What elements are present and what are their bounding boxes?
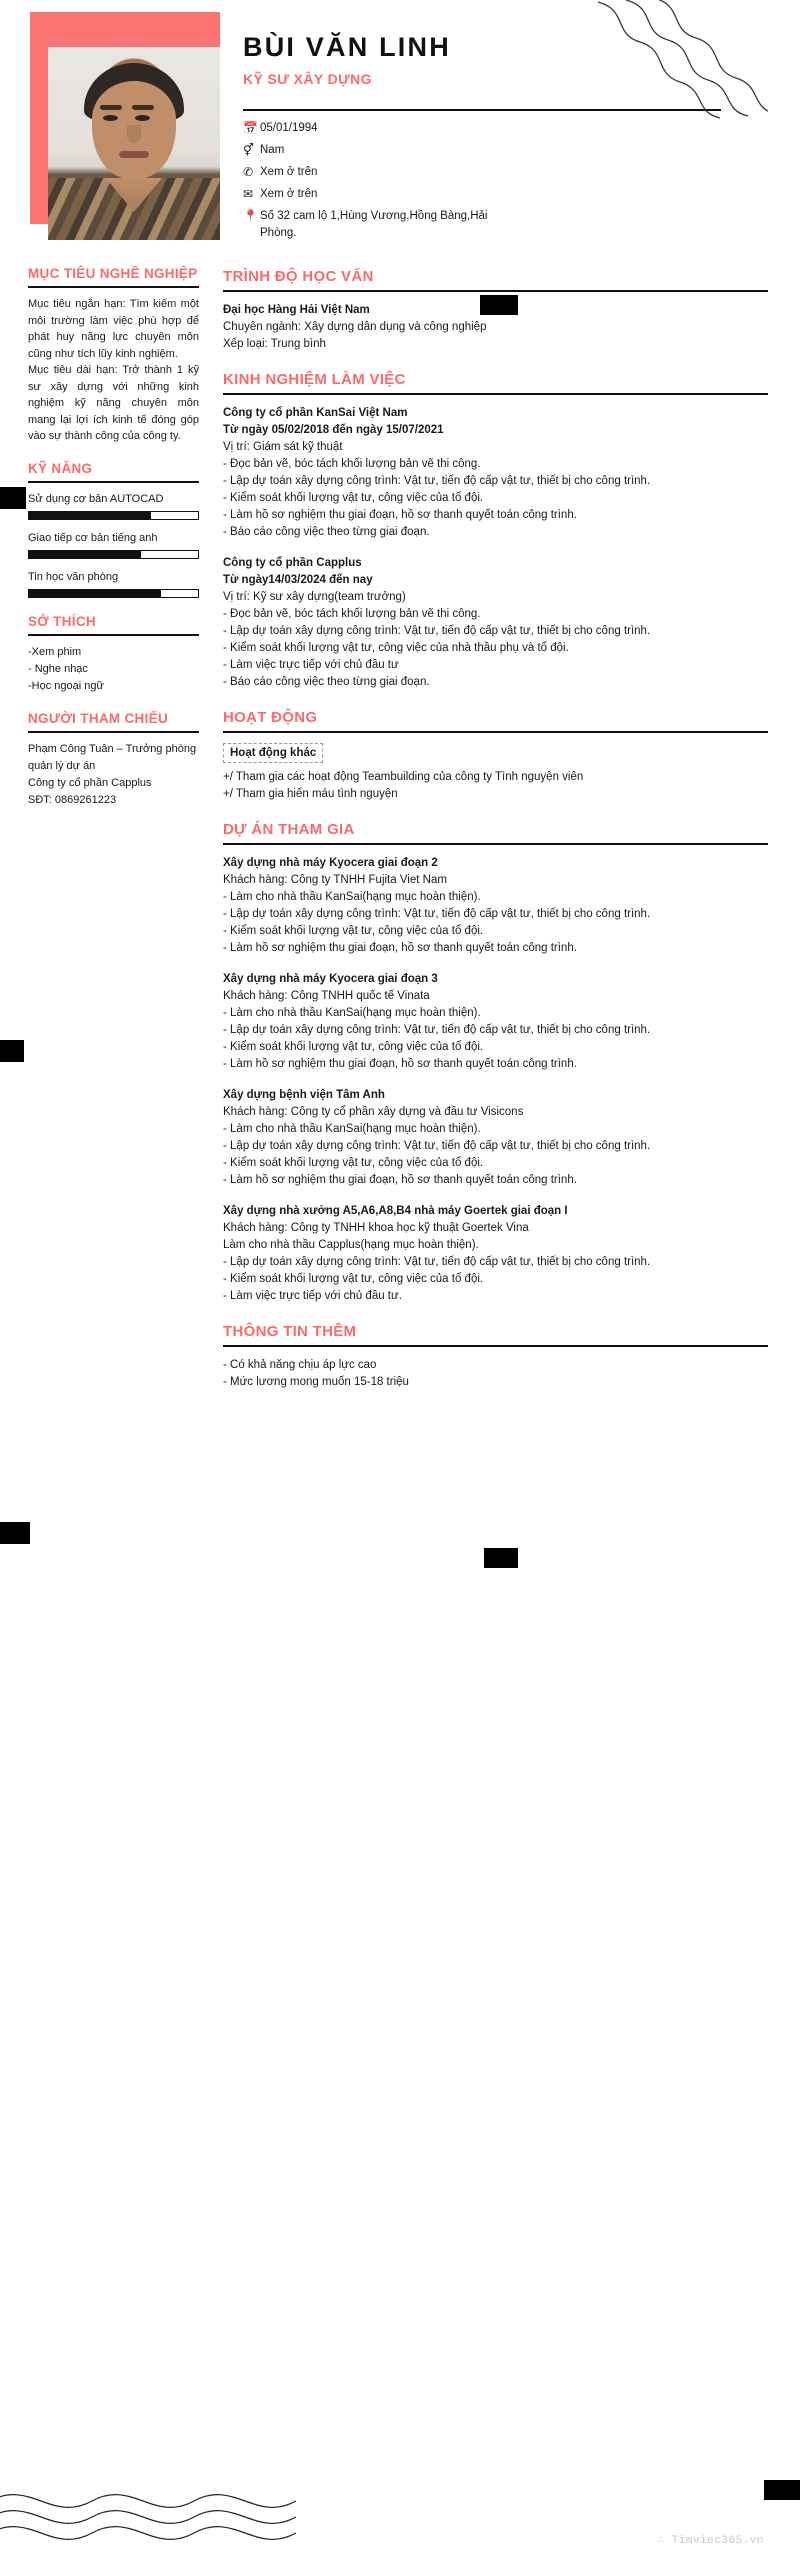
avatar-brow-left xyxy=(100,105,122,110)
squiggle-decoration xyxy=(588,0,768,120)
skill-item xyxy=(28,491,199,520)
avatar xyxy=(48,47,220,240)
page-title: BÙI VĂN LINH xyxy=(243,32,451,62)
experience-company: Công ty cổ phần KanSai Việt Nam xyxy=(223,407,408,419)
redaction-bar xyxy=(480,295,518,315)
hobby-item: -Học ngoại ngữ xyxy=(28,679,104,692)
project-client: Khách hàng: Công ty cổ phần xây dựng và đầu tư Visicons xyxy=(223,1106,524,1118)
project-entry xyxy=(223,1087,768,1189)
avatar-nose xyxy=(127,125,141,143)
project-bullet: - Lập dự toán xây dựng công trình: Vật tư, tiến độ cấp vật tư, thiết bị cho công trình. xyxy=(223,1256,651,1268)
birthdate-value: 05/01/1994 xyxy=(260,122,318,134)
project-client: Khách hàng: Công TNHH quốc tế Vinata xyxy=(223,990,430,1002)
experience-role: Vị trí: Giám sát kỹ thuật xyxy=(223,441,343,453)
project-bullet: Làm cho nhà thầu Capplus(hạng mục hoàn thiện). xyxy=(223,1239,479,1251)
contact-row-gender xyxy=(243,142,768,159)
project-bullet: - Kiểm soát khối lượng vật tư, công việc của tổ đội. xyxy=(223,1273,484,1285)
project-bullet: - Làm việc trực tiếp với chủ đầu tư. xyxy=(223,1290,402,1302)
project-entry xyxy=(223,971,768,1073)
footer-wave-decoration xyxy=(0,2457,320,2567)
section-divider-additional xyxy=(223,1345,768,1347)
project-bullet: - Kiểm soát khối lượng vật tư, công việc của tổ đội. xyxy=(223,1041,484,1053)
contact-row-birthdate xyxy=(243,120,768,137)
skill-progress-bar xyxy=(28,589,199,598)
skill-progress-fill xyxy=(29,590,161,597)
skill-item xyxy=(28,530,199,559)
project-bullet: - Làm cho nhà thầu KanSai(hạng mục hoàn thiện). xyxy=(223,1123,481,1135)
project-bullet: - Làm cho nhà thầu KanSai(hạng mục hoàn thiện). xyxy=(223,891,481,903)
experience-bullet: - Báo cáo công việc theo từng giai đoạn. xyxy=(223,676,430,688)
hobby-item: - Nghe nhạc xyxy=(28,662,88,675)
phone-icon: ✆ xyxy=(243,165,254,179)
contact-row-email xyxy=(243,186,768,203)
reference-name: Phạm Công Tuân – Trưởng phòng quản lý dự án xyxy=(28,742,197,772)
objective-paragraph-1: Mục tiêu ngắn hạn: Tìm kiếm một môi trường làm việc phù hợp để phát huy năng lực chuyên môn cũng như tích lũy kinh nghiệm. xyxy=(28,298,199,360)
experience-period: Từ ngày 05/02/2018 đến ngày 15/07/2021 xyxy=(223,424,444,436)
project-name: Xây dựng bệnh viện Tâm Anh xyxy=(223,1089,385,1101)
section-title-education: TRÌNH ĐỘ HỌC VẤN xyxy=(223,268,374,285)
reference-phone: SĐT: 0869261223 xyxy=(28,793,117,806)
project-bullet: - Lập dự toán xây dựng công trình: Vật tư, tiến độ cấp vật tư, thiết bị cho công trình. xyxy=(223,1024,651,1036)
redaction-bar xyxy=(764,2480,800,2500)
project-bullet: - Kiểm soát khối lượng vật tư, công việc của tổ đội. xyxy=(223,1157,484,1169)
project-name: Xây dựng nhà xưởng A5,A6,A8,B4 nhà máy Goertek giai đoạn I xyxy=(223,1205,568,1217)
experience-role: Vị trí: Kỹ sư xây dựng(team trưởng) xyxy=(223,591,406,603)
contact-row-address xyxy=(243,208,768,242)
section-title-hobbies: SỞ THÍCH xyxy=(28,613,96,629)
contact-row-phone xyxy=(243,164,768,181)
experience-bullet: - Làm hồ sơ nghiệm thu giai đoạn, hồ sơ thanh quyết toán công trình. xyxy=(223,509,577,521)
cv-body xyxy=(0,240,800,1391)
experience-bullet: - Báo cáo công việc theo từng giai đoạn. xyxy=(223,526,430,538)
project-name: Xây dựng nhà máy Kyocera giai đoạn 3 xyxy=(223,973,438,985)
experience-bullet: - Lập dự toán xây dựng công trình: Vật tư, tiến độ cấp vật tư, thiết bị cho công trình. xyxy=(223,625,651,637)
project-client: Khách hàng: Công ty TNHH khoa học kỹ thuật Goertek Vina xyxy=(223,1222,529,1234)
skill-progress-fill xyxy=(29,512,151,519)
project-client: Khách hàng: Công ty TNHH Fujita Viet Nam xyxy=(223,874,447,886)
gender-value: Nam xyxy=(260,144,285,156)
skill-item xyxy=(28,569,199,598)
activity-item: +/ Tham gia hiến máu tình nguyện xyxy=(223,788,398,800)
activities-box-label: Hoạt động khác xyxy=(223,743,323,763)
redaction-bar xyxy=(484,1548,518,1568)
sidebar-column xyxy=(0,240,213,809)
education-grade: Xếp loại: Trung bình xyxy=(223,338,326,350)
reference-company: Công ty cổ phần Capplus xyxy=(28,776,152,789)
section-title-experience: KINH NGHIỆM LÀM VIỆC xyxy=(223,371,406,388)
experience-bullet: - Lập dự toán xây dựng công trình: Vật tư, tiến độ cấp vật tư, thiết bị cho công trình. xyxy=(223,475,651,487)
avatar-eye-left xyxy=(103,115,118,121)
project-bullet: - Làm cho nhà thầu KanSai(hạng mục hoàn thiện). xyxy=(223,1007,481,1019)
section-title-projects: DỰ ÁN THAM GIA xyxy=(223,821,355,838)
experience-entry xyxy=(223,555,768,691)
project-bullet: - Kiểm soát khối lượng vật tư, công việc của tổ đội. xyxy=(223,925,484,937)
project-bullet: - Làm hồ sơ nghiệm thu giai đoạn, hồ sơ thanh quyết toán công trình. xyxy=(223,1174,577,1186)
phone-value: Xem ở trên xyxy=(260,166,318,178)
skill-label: Tin học văn phòng xyxy=(28,570,119,583)
header-text-block xyxy=(243,0,768,247)
section-title-activities: HOẠT ĐỘNG xyxy=(223,709,318,726)
profile-photo-block xyxy=(30,12,220,240)
experience-period: Từ ngày14/03/2024 đến nay xyxy=(223,574,373,586)
skill-label: Sử dụng cơ bản AUTOCAD xyxy=(28,492,164,505)
experience-bullet: - Đọc bản vẽ, bóc tách khối lượng bản vẽ thi công. xyxy=(223,608,481,620)
cv-header xyxy=(0,0,800,240)
redaction-bar xyxy=(0,1040,24,1062)
section-divider-objective xyxy=(28,286,199,288)
section-divider-hobbies xyxy=(28,634,199,636)
experience-company: Công ty cổ phần Capplus xyxy=(223,557,362,569)
experience-entry xyxy=(223,405,768,541)
section-divider-activities xyxy=(223,731,768,733)
project-entry xyxy=(223,855,768,957)
project-entry xyxy=(223,1203,768,1305)
job-title: KỸ SƯ XÂY DỰNG xyxy=(243,71,372,87)
section-divider-projects xyxy=(223,843,768,845)
section-divider-experience xyxy=(223,393,768,395)
objective-paragraph-2: Mục tiêu dài hạn: Trở thành 1 kỹ sư xây dựng với những kinh nghiệm kỹ năng chuyên môn mang lại lợi ích kinh tế đóng góp vào sự thành công của công ty. xyxy=(28,364,199,442)
project-name: Xây dựng nhà máy Kyocera giai đoạn 2 xyxy=(223,857,438,869)
location-icon: 📍 xyxy=(243,209,258,223)
section-title-objective: MỤC TIÊU NGHỀ NGHIỆP xyxy=(28,266,198,281)
avatar-eye-right xyxy=(135,115,150,121)
skill-progress-fill xyxy=(29,551,141,558)
activity-item: +/ Tham gia các hoạt động Teambuilding của công ty Tình nguyện viên xyxy=(223,771,584,783)
additional-item: - Mức lương mong muốn 15-18 triệu xyxy=(223,1376,409,1388)
project-bullet: - Làm hồ sơ nghiệm thu giai đoạn, hồ sơ thanh quyết toán công trình. xyxy=(223,1058,577,1070)
hobby-item: -Xem phim xyxy=(28,645,82,658)
education-school: Đại học Hàng Hải Việt Nam xyxy=(223,304,370,316)
experience-bullet: - Làm việc trực tiếp với chủ đầu tư xyxy=(223,659,399,671)
address-value: Số 32 cam lộ 1,Hùng Vương,Hồng Bàng,Hải Phòng. xyxy=(260,210,488,239)
avatar-mouth xyxy=(119,151,149,158)
skill-progress-bar xyxy=(28,550,199,559)
redaction-bar xyxy=(0,1522,30,1544)
section-title-additional: THÔNG TIN THÊM xyxy=(223,1323,357,1340)
section-divider-references xyxy=(28,731,199,733)
project-bullet: - Lập dự toán xây dựng công trình: Vật tư, tiến độ cấp vật tư, thiết bị cho công trình. xyxy=(223,908,651,920)
section-title-references: NGƯỜI THAM CHIẾU xyxy=(28,710,169,726)
section-divider-skills xyxy=(28,481,199,483)
experience-bullet: - Kiểm soát khối lượng vật tư, công việc của nhà thầu phụ và tổ đội. xyxy=(223,642,569,654)
email-icon: ✉ xyxy=(243,187,254,201)
calendar-icon: 📅 xyxy=(243,121,258,135)
avatar-brow-right xyxy=(132,105,154,110)
section-title-skills: KỸ NĂNG xyxy=(28,460,93,476)
education-major: Chuyên ngành: Xây dựng dân dụng và công nghiệp xyxy=(223,321,487,333)
skill-label: Giao tiếp cơ bản tiếng anh xyxy=(28,531,158,544)
main-column xyxy=(213,240,800,1391)
experience-bullet: - Đọc bản vẽ, bóc tách khối lượng bản vẽ thi công. xyxy=(223,458,481,470)
contact-list xyxy=(243,120,768,242)
gender-icon: ⚥ xyxy=(243,143,254,157)
project-bullet: - Lập dự toán xây dựng công trình: Vật tư, tiến độ cấp vật tư, thiết bị cho công trình. xyxy=(223,1140,651,1152)
experience-bullet: - Kiểm soát khối lượng vật tư, công việc của tổ đội. xyxy=(223,492,484,504)
section-divider-education xyxy=(223,290,768,292)
additional-item: - Có khả năng chịu áp lực cao xyxy=(223,1359,377,1371)
site-watermark: ∴ Timviec365.vn xyxy=(657,2535,764,2547)
email-value: Xem ở trên xyxy=(260,188,318,200)
skill-progress-bar xyxy=(28,511,199,520)
project-bullet: - Làm hồ sơ nghiệm thu giai đoạn, hồ sơ thanh quyết toán công trình. xyxy=(223,942,577,954)
redaction-bar xyxy=(0,487,26,509)
